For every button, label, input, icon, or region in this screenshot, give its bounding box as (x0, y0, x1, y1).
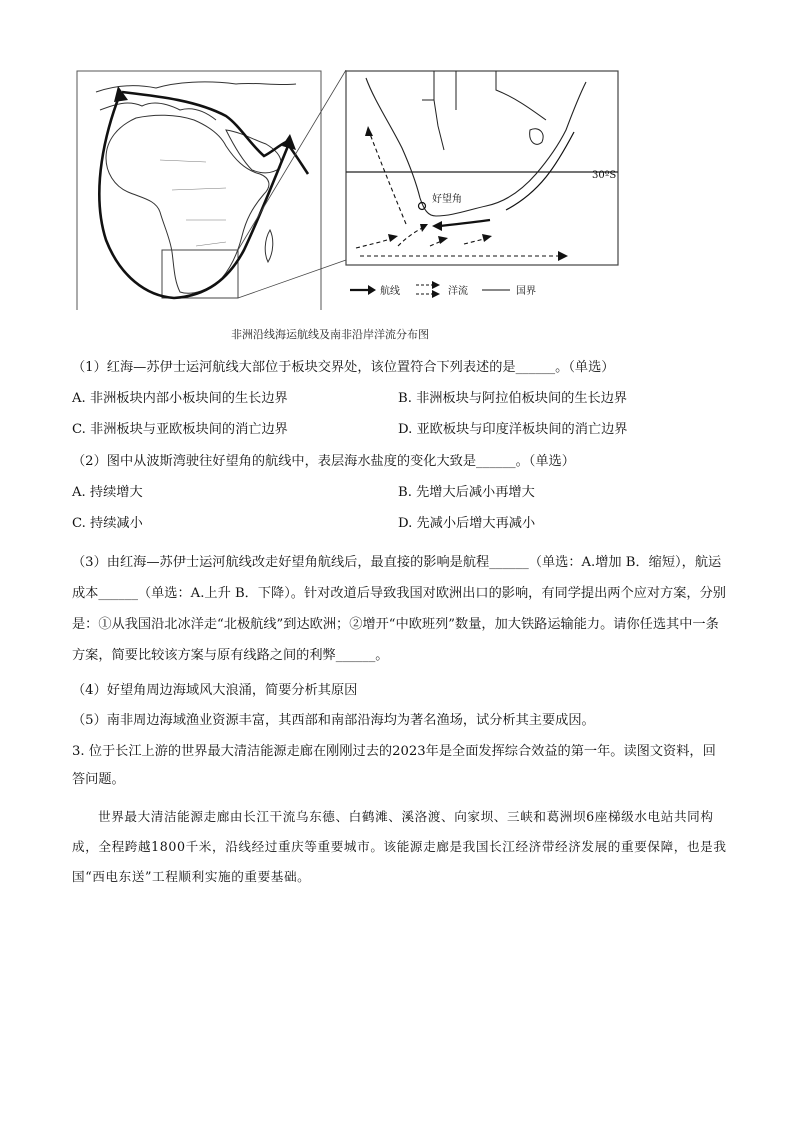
q2-option-b: B. 先增大后减小再增大 (398, 485, 535, 500)
legend-border-label: 国界 (516, 286, 536, 297)
map-figure (76, 70, 620, 310)
cape-of-good-hope-label: 好望角 (432, 194, 462, 205)
q2-option-c: C. 持续减小 (72, 516, 143, 531)
lat-label: 30ºS (592, 170, 617, 181)
legend-route-label: 航线 (380, 286, 400, 297)
q1-option-a: A. 非洲板块内部小板块间的生长边界 (72, 391, 288, 406)
q2-stem: （2）图中从波斯湾驶往好望角的航线中，表层海水盐度的变化大致是______。（单选） (72, 454, 575, 469)
q5-text: （5）南非周边海域渔业资源丰富，其西部和南部沿海均为著名渔场，试分析其主要成因。 (72, 713, 595, 728)
legend-current-label: 洋流 (448, 286, 468, 297)
q3-text: （3）由红海—苏伊士运河航线改走好望角航线后，最直接的影响是航程______（单选：A.增加 B．缩短），航运成本______（单选：A.上升 B．下降）。针对改道后导致我国对欧洲出口的影响，有同学提出两个应对方案，分别是：①从我国沿北冰洋走“北极航线”到达欧洲；②增开“中欧班列”数量，加大铁路运输能力。请你任选其中一条方案，简要比较该方案与原有线路之间的利弊______。 (72, 555, 726, 663)
q1-option-c: C. 非洲板块与亚欧板块间的消亡边界 (72, 422, 288, 437)
problem-3-stem: 3. 位于长江上游的世界最大清洁能源走廊在刚刚过去的2023年是全面发挥综合效益的第一年。读图文资料，回答问题。 (72, 744, 716, 787)
q2-option-a: A. 持续增大 (72, 485, 143, 500)
q2-option-d: D. 先减小后增大再减小 (398, 516, 536, 531)
figure-caption: 非洲沿线海运航线及南非沿岸洋流分布图 (231, 328, 429, 341)
q1-option-b: B. 非洲板块与阿拉伯板块间的生长边界 (398, 391, 628, 406)
q1-stem: （1）红海—苏伊士运河航线大部位于板块交界处，该位置符合下列表述的是______。（单选） (72, 360, 615, 375)
q4-text: （4）好望角周边海域风大浪涌，简要分析其原因 (72, 683, 358, 698)
q1-option-d: D. 亚欧板块与印度洋板块间的消亡边界 (398, 422, 628, 437)
africa-route-map (77, 71, 321, 310)
material-paragraph: 世界最大清洁能源走廊由长江干流乌东德、白鹤滩、溪洛渡、向家坝、三峡和葛洲坝6座梯级水电站共同构成，全程跨越1800千米，沿线经过重庆等重要城市。该能源走廊是我国长江经济带经济发展的重要保障，也是我国“西电东送”工程顺利实施的重要基础。 (72, 809, 727, 884)
south-africa-inset-map (346, 71, 618, 265)
map-legend (350, 281, 536, 298)
